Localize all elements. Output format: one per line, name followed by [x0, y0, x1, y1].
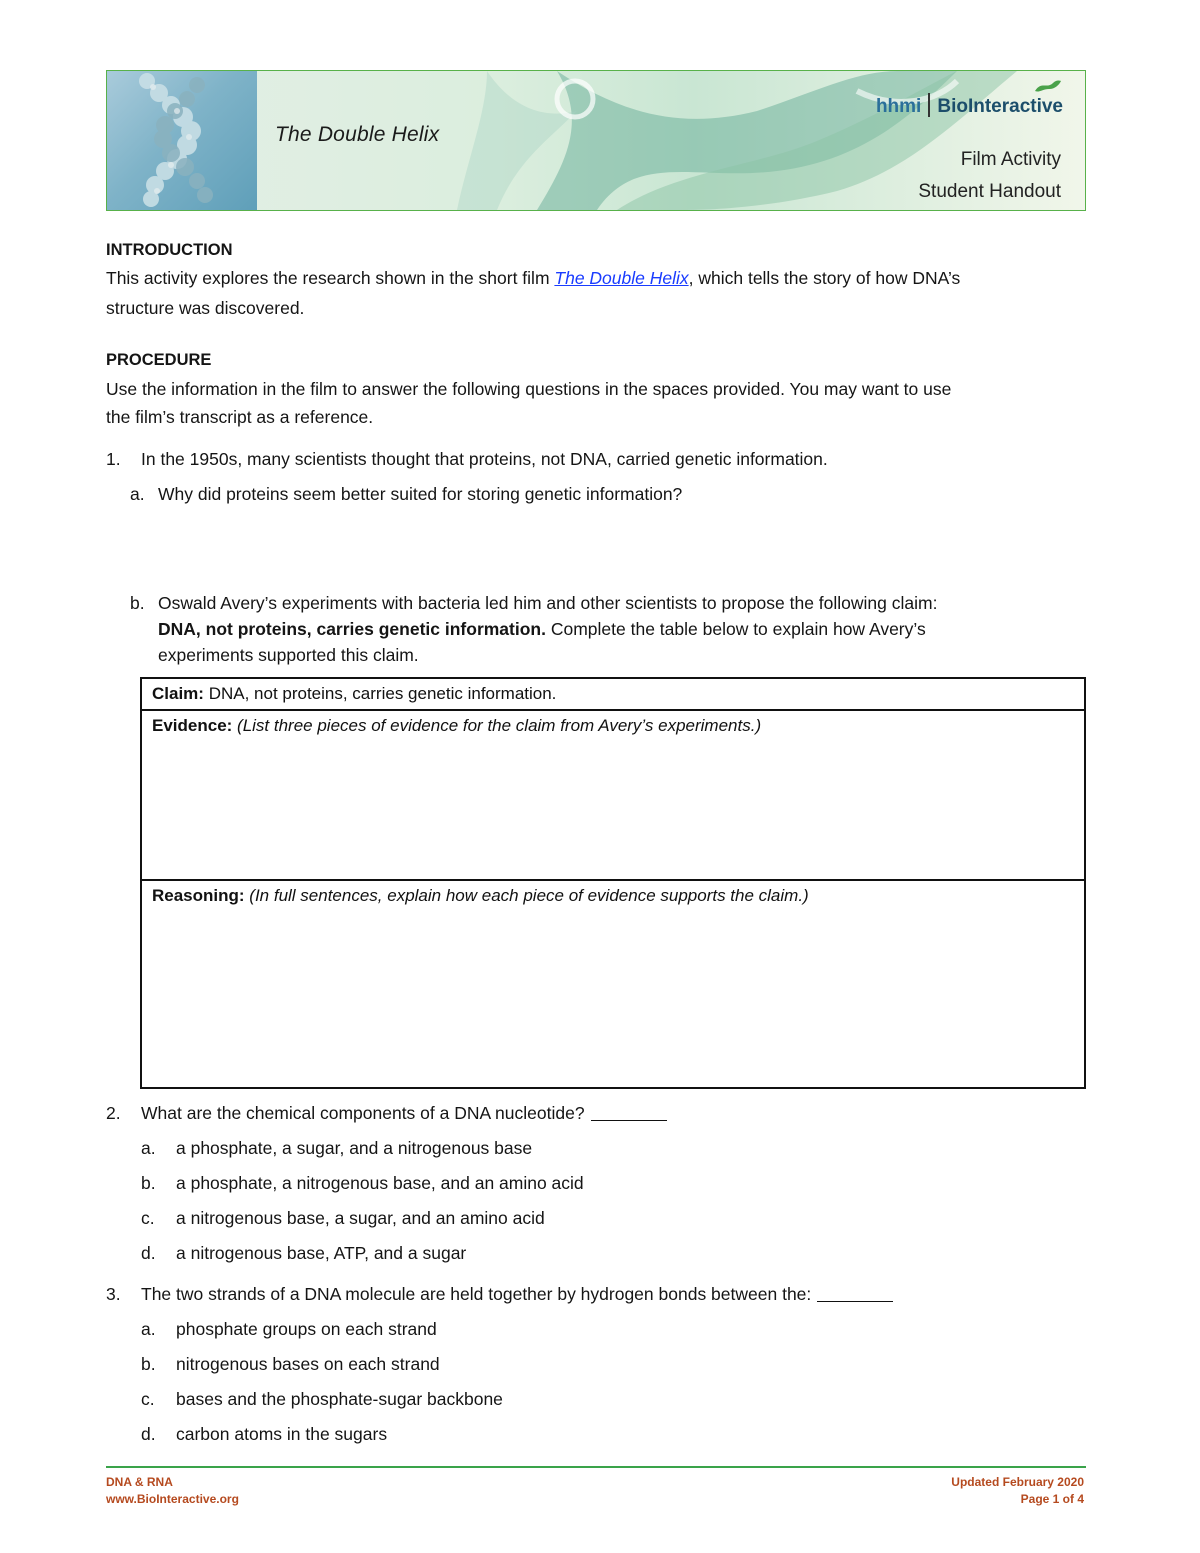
intro-line2: structure was discovered.: [106, 298, 305, 318]
q2-option-label: c.: [141, 1208, 155, 1228]
claim-cell: [141, 678, 1085, 710]
hhmi-biointeractive-logo: [876, 93, 1063, 118]
reasoning-cell[interactable]: [141, 880, 1085, 1088]
q3-number: 3.: [106, 1284, 121, 1304]
dna-helix-image: [107, 71, 257, 210]
q3-option-label: a.: [141, 1319, 156, 1339]
page-title: The Double Helix: [275, 123, 440, 146]
q3-option-label: b.: [141, 1354, 156, 1374]
q2-option-label: d.: [141, 1243, 156, 1263]
q1a-answer-space[interactable]: [158, 515, 1086, 585]
intro-heading: INTRODUCTION: [106, 241, 233, 259]
q3-option-text: carbon atoms in the sugars: [176, 1424, 388, 1444]
q2-number: 2.: [106, 1103, 121, 1123]
claim-label: Claim:: [152, 684, 204, 703]
q3-text: The two strands of a DNA molecule are held together by hydrogen bonds between the:: [141, 1284, 812, 1304]
evidence-cell[interactable]: [141, 710, 1085, 880]
footer-subject: DNA & RNA: [106, 1475, 173, 1489]
q3-option-text: phosphate groups on each strand: [176, 1319, 437, 1339]
claim-evidence-reasoning-table: [140, 677, 1086, 1089]
reasoning-row[interactable]: [141, 880, 1085, 1088]
q2-option-label: a.: [141, 1138, 156, 1158]
q2-answer-blank[interactable]: [591, 1102, 667, 1121]
procedure-heading: PROCEDURE: [106, 351, 212, 369]
q2-option-label: b.: [141, 1173, 156, 1193]
q1a-text: Why did proteins seem better suited for storing genetic information?: [158, 484, 683, 504]
q1-number: 1.: [106, 449, 121, 469]
q3-option-label: d.: [141, 1424, 156, 1444]
procedure-line2: the film’s transcript as a reference.: [106, 407, 374, 427]
film-link[interactable]: The Double Helix: [554, 268, 689, 288]
footer-updated-date: Updated February 2020: [951, 1475, 1084, 1489]
intro-text-after: , which tells the story of how DNA’s: [688, 268, 961, 288]
q3-option-label: c.: [141, 1389, 155, 1409]
footer-page-number: Page 1 of 4: [1020, 1492, 1084, 1506]
evidence-row[interactable]: [141, 710, 1085, 880]
logo-biointeractive: BioInteractive: [937, 96, 1063, 117]
q2-option-text: a nitrogenous base, ATP, and a sugar: [176, 1243, 467, 1263]
q1b-line2-rest: Complete the table below to explain how Avery’s: [545, 619, 926, 639]
procedure-line1: Use the information in the film to answer the following questions in the spaces provided. You may want to use: [106, 379, 952, 399]
q1b-line2: [158, 615, 926, 644]
footer-divider: [106, 1466, 1086, 1468]
claim-text: DNA, not proteins, carries genetic information.: [203, 684, 557, 703]
q1b-line1: Oswald Avery’s experiments with bacteria led him and other scientists to propose the following claim:: [158, 593, 938, 613]
q1b-claim-bold: DNA, not proteins, carries genetic information.: [158, 619, 546, 639]
reasoning-label: Reasoning:: [152, 886, 245, 905]
q3-option-text: bases and the phosphate-sugar backbone: [176, 1389, 503, 1409]
q3-answer-blank[interactable]: [817, 1283, 893, 1302]
q2-option-text: a phosphate, a nitrogenous base, and an amino acid: [176, 1173, 584, 1193]
evidence-instructions: (List three pieces of evidence for the claim from Avery’s experiments.): [232, 716, 762, 735]
q1a-label: a.: [130, 484, 145, 504]
subtitle-student-handout: Student Handout: [918, 181, 1061, 202]
q1b-line3: experiments supported this claim.: [158, 645, 419, 665]
q3-question: [141, 1280, 893, 1309]
footer-website-link[interactable]: www.BioInteractive.org: [106, 1492, 239, 1506]
q2-text: What are the chemical components of a DNA nucleotide?: [141, 1103, 585, 1123]
intro-paragraph: [106, 264, 960, 293]
q1b-label: b.: [130, 593, 145, 613]
claim-row: [141, 678, 1085, 710]
intro-text-before: This activity explores the research shown in the short film: [106, 268, 555, 288]
q3-option-text: nitrogenous bases on each strand: [176, 1354, 440, 1374]
subtitle-film-activity: Film Activity: [960, 149, 1061, 170]
header-banner: [106, 70, 1086, 211]
q2-question: [141, 1099, 667, 1128]
q1-text: In the 1950s, many scientists thought that proteins, not DNA, carried genetic information.: [141, 449, 828, 469]
logo-hhmi: hhmi: [875, 96, 922, 117]
evidence-label: Evidence:: [152, 716, 233, 735]
reasoning-instructions: (In full sentences, explain how each piece of evidence supports the claim.): [244, 886, 809, 905]
q2-option-text: a nitrogenous base, a sugar, and an amino acid: [176, 1208, 545, 1228]
q2-option-text: a phosphate, a sugar, and a nitrogenous base: [176, 1138, 533, 1158]
